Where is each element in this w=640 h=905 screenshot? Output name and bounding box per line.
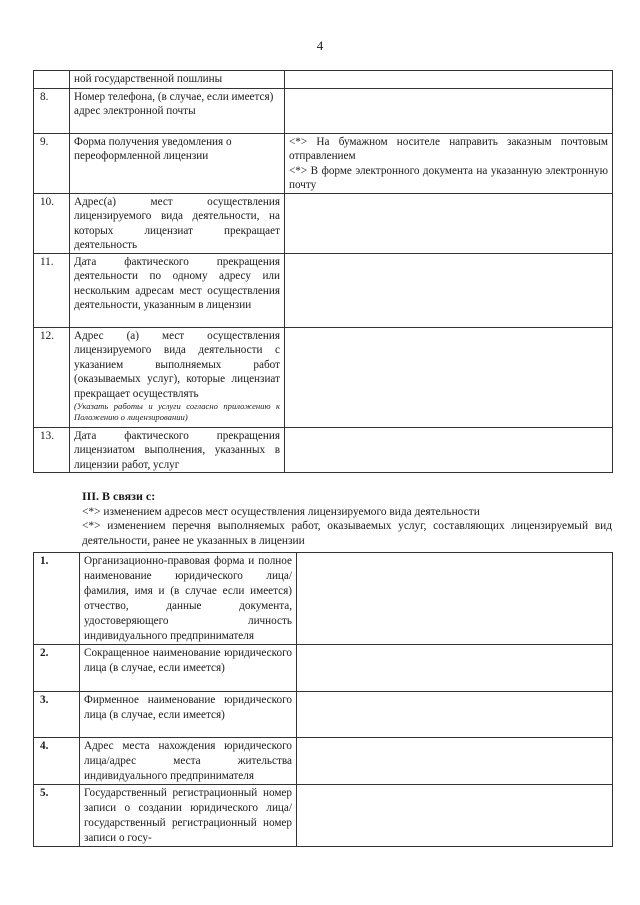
applicant-info-table [33, 552, 613, 847]
table-row [34, 89, 613, 134]
electronic-option: <*> В форме электронного документа на указанную электронную почту [289, 164, 608, 192]
table-row [34, 194, 613, 254]
table-row [34, 71, 613, 89]
row-number: 10. [34, 194, 70, 254]
row-label: Номер телефона, (в случае, если имеется) адрес электронной почты [70, 89, 285, 134]
license-details-table [33, 70, 613, 473]
works-change-option: <*> изменением перечня выполняемых работ, оказываемых услуг, составляющих лицензируемый вид деятельности, ранее не указанных в лицензии [82, 520, 612, 547]
row-value [285, 71, 613, 89]
table-row [34, 692, 613, 738]
row-label: Дата фактического прекращения лицензиатом выполнения, указанных в лицензии работ, услуг [70, 428, 285, 473]
row-number: 5. [34, 785, 80, 847]
table-row [34, 428, 613, 473]
row-value [285, 254, 613, 328]
row-value [285, 89, 613, 134]
table-row [34, 738, 613, 785]
row-number: 4. [34, 738, 80, 785]
table-row [34, 785, 613, 847]
row-value [297, 553, 613, 645]
notification-options [285, 134, 613, 194]
section-3 [82, 489, 612, 548]
row-number: 13. [34, 428, 70, 473]
row-label: Адрес места нахождения юридического лица/адрес места жительства индивидуального предпринимателя [80, 738, 297, 785]
row-value [297, 645, 613, 692]
row-value [297, 692, 613, 738]
row-label: Фирменное наименование юридического лица (в случае, если имеется) [80, 692, 297, 738]
row-number: 2. [34, 645, 80, 692]
section-title: III. В связи с: [82, 489, 156, 503]
address-change-option: <*> изменением адресов мест осуществления лицензируемого вида деятельности [82, 505, 480, 518]
row-label: Организационно-правовая форма и полное наименование юридического лица/фамилия, имя и (в случае если имеется) отчество, данные документа, удостоверяющего личность индивидуального предпринимателя [80, 553, 297, 645]
row-label: Форма получения уведомления о переоформленной лицензии [70, 134, 285, 194]
row-number: 12. [34, 328, 70, 428]
page-number: 4 [316, 38, 324, 53]
row-number [34, 71, 70, 89]
row-label: Государственный регистрационный номер записи о создании юридического лица/государственный регистрационный номер записи о госу- [80, 785, 297, 847]
row-value [297, 738, 613, 785]
row-label: Дата фактического прекращения деятельности по одному адресу или нескольким адресам мест осуществления деятельности, указанным в лицензии [70, 254, 285, 328]
row-label: Сокращенное наименование юридического лица (в случае, если имеется) [80, 645, 297, 692]
row-label: Адрес (а) мест осуществления лицензируемого вида деятельности с указанием выполняемых работ (оказываемых услуг), которые лицензиат прекращает осуществлять [74, 330, 280, 400]
table-row [34, 328, 613, 428]
row-value [285, 428, 613, 473]
row-number: 1. [34, 553, 80, 645]
row-note: (Указать работы и услуги согласно приложению к Положению о лицензировании) [74, 401, 280, 423]
row-number: 9. [34, 134, 70, 194]
table-row [34, 553, 613, 645]
row-label-block [70, 328, 285, 428]
table-row [34, 254, 613, 328]
row-label: Адрес(а) мест осуществления лицензируемого вида деятельности, на которых лицензиат прекращает деятельность [70, 194, 285, 254]
row-value [285, 328, 613, 428]
paper-option: <*> На бумажном носителе направить заказным почтовым отправлением [289, 136, 608, 163]
row-number: 11. [34, 254, 70, 328]
row-value [285, 194, 613, 254]
table-row [34, 645, 613, 692]
row-value [297, 785, 613, 847]
table-row [34, 134, 613, 194]
row-number: 3. [34, 692, 80, 738]
row-label: ной государственной пошлины [70, 71, 285, 89]
row-number: 8. [34, 89, 70, 134]
